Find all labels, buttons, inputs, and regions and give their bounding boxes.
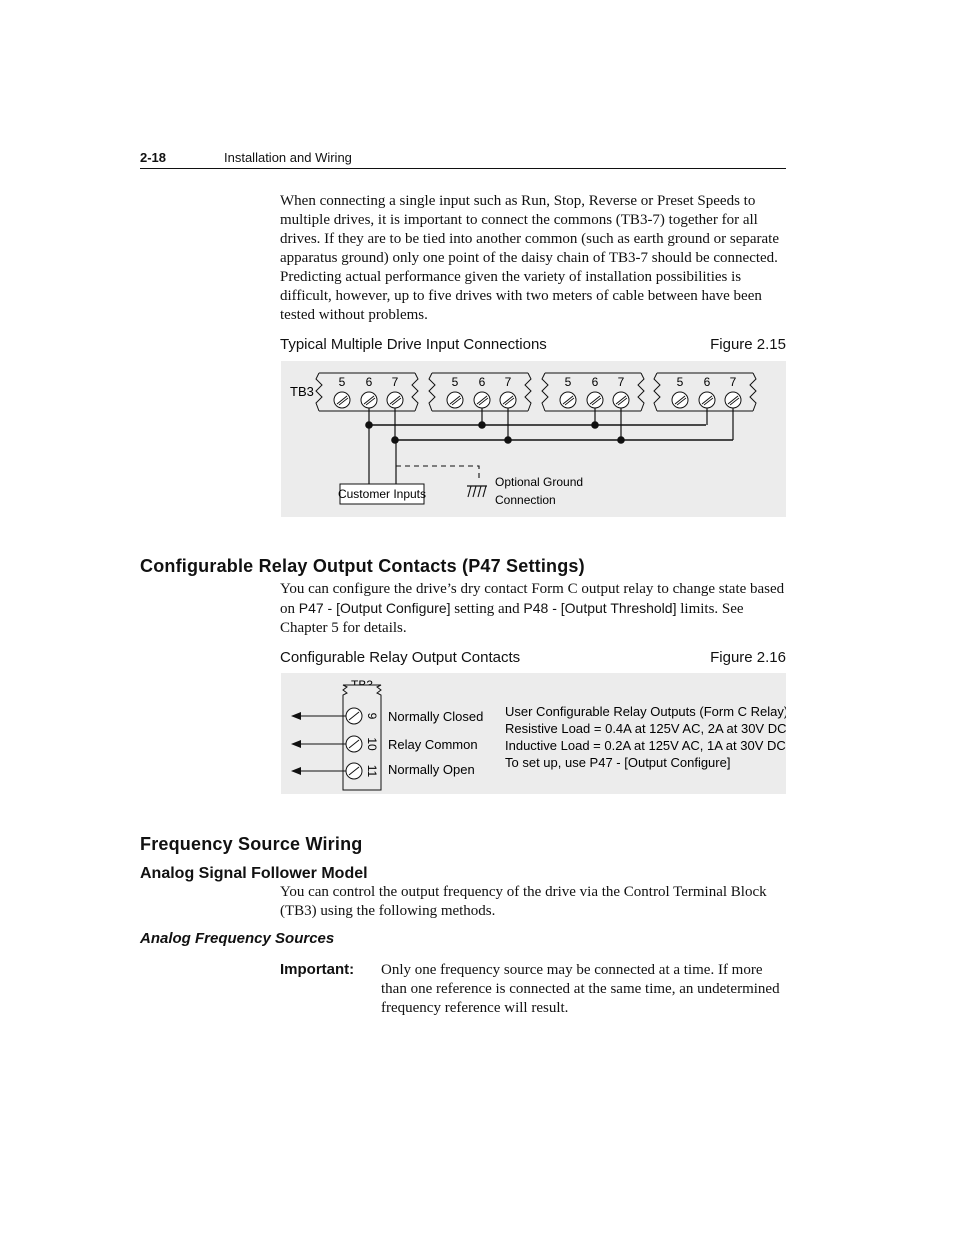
ground-symbol-icon [467, 486, 487, 497]
header-rule [140, 168, 786, 169]
relay-section-heading: Configurable Relay Output Contacts (P47 Settings) [140, 556, 585, 576]
terminal-screw-icon [474, 392, 490, 408]
terminal-number: 7 [617, 375, 625, 389]
terminal-number: 6 [478, 375, 486, 389]
param-p47: P47 - [Output Configure] [298, 600, 451, 616]
terminal-screw-icon [725, 392, 741, 408]
figure-215-svg [281, 361, 786, 517]
terminal-number: 7 [504, 375, 512, 389]
figure-215-caption [280, 336, 786, 353]
relay-terminal-number: 11 [364, 764, 379, 778]
terminal-screw-icon [447, 392, 463, 408]
terminal-number: 5 [451, 375, 459, 389]
figure-215-title: Typical Multiple Drive Input Connections [280, 336, 547, 353]
terminal-screw-icon [672, 392, 688, 408]
analog-sources-heading: Analog Frequency Sources [140, 930, 335, 947]
terminal-screw-icon [587, 392, 603, 408]
analog-follower-heading: Analog Signal Follower Model [140, 865, 368, 882]
figure-216-svg [281, 673, 786, 794]
relay-note-line: User Configurable Relay Outputs (Form C Relay) [505, 704, 786, 719]
frequency-section-heading: Frequency Source Wiring [140, 834, 363, 854]
customer-inputs-label: Customer Inputs [337, 487, 427, 501]
terminal-screw-icon [560, 392, 576, 408]
terminal-screw-icon [613, 392, 629, 408]
terminal-number: 6 [591, 375, 599, 389]
running-header: Installation and Wiring [224, 150, 352, 165]
figure-216-diagram [281, 673, 786, 794]
terminal-screw-icon [500, 392, 516, 408]
page-number: 2-18 [140, 150, 167, 165]
ground-label-line1: Optional Ground [495, 475, 584, 489]
terminal-number: 6 [365, 375, 373, 389]
figure-216-title: Configurable Relay Output Contacts [280, 649, 521, 666]
ground-label-line2: Connection [495, 493, 556, 507]
terminal-number: 6 [703, 375, 711, 389]
relay-terminal-label: Normally Open [388, 762, 475, 777]
terminal-number: 5 [338, 375, 346, 389]
tb3-label: TB3 [290, 384, 314, 399]
important-text: Only one frequency source may be connected at a time. If more than one reference is connected at the same time, an undetermined frequency reference will result. [381, 962, 780, 1016]
relay-terminal-label: Relay Common [388, 737, 478, 752]
analog-follower-paragraph: You can control the output frequency of the drive via the Control Terminal Block (TB3) using the following methods. [280, 884, 767, 919]
terminal-screw-icon [699, 392, 715, 408]
relay-note-line: Inductive Load = 0.2A at 125V AC, 1A at 30V DC [505, 738, 786, 753]
terminal-number: 7 [391, 375, 399, 389]
figure-215-diagram [281, 361, 786, 517]
terminal-number: 5 [676, 375, 684, 389]
intro-paragraph: When connecting a single input such as Run, Stop, Reverse or Preset Speeds to multiple drives, it is important to connect the commons (TB3-7) together for all drives. If they are to be tied into another common (such as earth ground or separate apparatus ground) only one point of the daisy chain of TB3-7 should be connected. Predicting actual performance given the variety of installation possibilities is difficult, however, up to five drives with two meters of cable between have been tested without problems. [280, 193, 779, 323]
relay-note-line: To set up, use P47 - [Output Configure] [505, 755, 731, 770]
terminal-number: 5 [564, 375, 572, 389]
important-label: Important: [280, 961, 355, 978]
param-p48: P48 - [Output Threshold] [523, 600, 677, 616]
relay-terminal-number: 10 [364, 737, 379, 751]
terminal-screw-icon [346, 708, 362, 724]
terminal-screw-icon [346, 736, 362, 752]
relay-terminal-number: 9 [364, 712, 379, 720]
relay-note-line: Resistive Load = 0.4A at 125V AC, 2A at 30V DC [505, 721, 786, 736]
figure-216-caption [280, 649, 786, 666]
terminal-screw-icon [361, 392, 377, 408]
relay-paragraph: You can configure the drive’s dry contact Form C output relay to change state based on P47 - [Output Configure] setting and P48 - [Output Threshold] limits. See Chapter 5 for details. [280, 581, 785, 636]
relay-terminal-label: Normally Closed [388, 709, 484, 724]
figure-216-number: Figure 2.16 [710, 649, 786, 666]
figure-215-number: Figure 2.15 [710, 336, 786, 353]
terminal-number: 7 [729, 375, 737, 389]
optional-ground-line [396, 466, 479, 479]
terminal-screw-icon [334, 392, 350, 408]
terminal-screw-icon [387, 392, 403, 408]
terminal-screw-icon [346, 763, 362, 779]
